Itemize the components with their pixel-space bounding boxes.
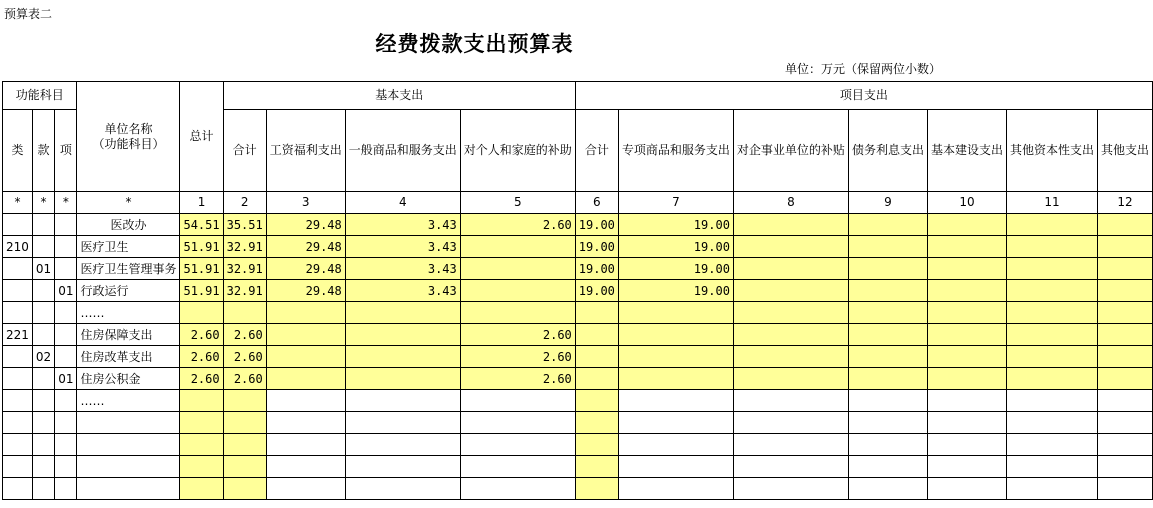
- cell-value: [618, 302, 733, 324]
- cell-value: [1097, 324, 1152, 346]
- cell-value: 19.00: [575, 236, 618, 258]
- header-project-col: 其他支出: [1097, 110, 1152, 192]
- index-mark: *: [32, 192, 54, 214]
- cell-value: [618, 412, 733, 434]
- cell-xiang: [55, 434, 77, 456]
- cell-value: [575, 390, 618, 412]
- cell-value: [345, 390, 460, 412]
- cell-value: [223, 390, 266, 412]
- cell-value: [927, 280, 1006, 302]
- cell-value: [733, 478, 848, 500]
- cell-value: [1006, 214, 1097, 236]
- cell-xiang: [55, 456, 77, 478]
- cell-value: [266, 390, 345, 412]
- cell-kuan: [32, 412, 54, 434]
- cell-value: [223, 302, 266, 324]
- cell-value: [575, 346, 618, 368]
- column-index: 10: [927, 192, 1006, 214]
- cell-value: [733, 302, 848, 324]
- cell-value: [733, 324, 848, 346]
- table-row: [3, 280, 1153, 302]
- cell-value: [733, 368, 848, 390]
- cell-value: [460, 280, 575, 302]
- cell-value: [848, 346, 927, 368]
- cell-value: [266, 456, 345, 478]
- cell-value: [848, 302, 927, 324]
- cell-value: [1006, 346, 1097, 368]
- cell-xiang: [55, 346, 77, 368]
- table-row: [3, 346, 1153, 368]
- cell-lei: 221: [3, 324, 33, 346]
- cell-value: [266, 346, 345, 368]
- header-basic-col: 一般商品和服务支出: [345, 110, 460, 192]
- cell-value: [848, 478, 927, 500]
- cell-value: [266, 412, 345, 434]
- header-project-expenditure: 项目支出: [575, 82, 1152, 110]
- cell-xiang: [55, 258, 77, 280]
- cell-unit-name: 医改办: [77, 214, 180, 236]
- cell-value: 2.60: [460, 368, 575, 390]
- cell-value: [848, 236, 927, 258]
- header-unit-name: [77, 82, 180, 192]
- header-project-col: 专项商品和服务支出: [618, 110, 733, 192]
- column-index: 11: [1006, 192, 1097, 214]
- cell-value: [618, 434, 733, 456]
- cell-value: 29.48: [266, 214, 345, 236]
- cell-value: [1097, 412, 1152, 434]
- cell-value: [180, 456, 223, 478]
- cell-value: [1097, 302, 1152, 324]
- header-basic-expenditure: 基本支出: [223, 82, 575, 110]
- cell-value: 2.60: [180, 324, 223, 346]
- cell-kuan: 01: [32, 258, 54, 280]
- cell-value: [460, 412, 575, 434]
- cell-value: 19.00: [575, 280, 618, 302]
- cell-value: [733, 258, 848, 280]
- cell-value: [618, 390, 733, 412]
- cell-unit-name: 住房改革支出: [77, 346, 180, 368]
- cell-value: [1097, 236, 1152, 258]
- cell-lei: [3, 258, 33, 280]
- cell-value: [927, 456, 1006, 478]
- cell-unit-name: [77, 434, 180, 456]
- column-index: 1: [180, 192, 223, 214]
- index-mark: *: [55, 192, 77, 214]
- cell-value: [733, 346, 848, 368]
- cell-value: [1006, 456, 1097, 478]
- cell-xiang: [55, 236, 77, 258]
- cell-kuan: [32, 368, 54, 390]
- cell-value: [1006, 390, 1097, 412]
- cell-value: [848, 390, 927, 412]
- cell-value: 32.91: [223, 236, 266, 258]
- cell-value: [460, 390, 575, 412]
- header-basic-col: 工资福利支出: [266, 110, 345, 192]
- cell-value: [848, 214, 927, 236]
- cell-value: [848, 368, 927, 390]
- unit-note: 单位：万元（保留两位小数）: [784, 62, 941, 76]
- table-row: [3, 434, 1153, 456]
- cell-value: [1097, 280, 1152, 302]
- cell-unit-name: [77, 456, 180, 478]
- cell-xiang: 01: [55, 368, 77, 390]
- cell-value: [180, 302, 223, 324]
- cell-value: 3.43: [345, 258, 460, 280]
- header-project-col: 合计: [575, 110, 618, 192]
- cell-value: [266, 434, 345, 456]
- cell-value: [266, 302, 345, 324]
- cell-kuan: [32, 280, 54, 302]
- cell-lei: [3, 412, 33, 434]
- header-basic-col: 合计: [223, 110, 266, 192]
- cell-value: 2.60: [460, 214, 575, 236]
- table-row: [3, 302, 1153, 324]
- column-index: 8: [733, 192, 848, 214]
- cell-value: [927, 412, 1006, 434]
- cell-value: [927, 390, 1006, 412]
- page-title: 经费拨款支出预算表: [375, 31, 574, 56]
- cell-lei: [3, 434, 33, 456]
- cell-value: [575, 368, 618, 390]
- cell-value: [618, 368, 733, 390]
- cell-value: [1006, 434, 1097, 456]
- cell-value: [1006, 236, 1097, 258]
- cell-value: [460, 434, 575, 456]
- cell-value: [266, 368, 345, 390]
- cell-value: [927, 214, 1006, 236]
- cell-value: [180, 434, 223, 456]
- cell-kuan: [32, 236, 54, 258]
- cell-value: [848, 412, 927, 434]
- cell-kuan: 02: [32, 346, 54, 368]
- cell-xiang: [55, 324, 77, 346]
- cell-value: [1097, 390, 1152, 412]
- cell-value: 54.51: [180, 214, 223, 236]
- cell-value: 51.91: [180, 280, 223, 302]
- cell-value: [1006, 280, 1097, 302]
- header-unit-name-line2: （功能科目）: [92, 136, 165, 151]
- cell-value: [848, 456, 927, 478]
- cell-value: 29.48: [266, 280, 345, 302]
- column-index: 7: [618, 192, 733, 214]
- header-project-col: 对企事业单位的补贴: [733, 110, 848, 192]
- cell-unit-name: 住房公积金: [77, 368, 180, 390]
- cell-value: [848, 258, 927, 280]
- cell-value: [223, 412, 266, 434]
- cell-value: [460, 236, 575, 258]
- cell-value: 19.00: [618, 280, 733, 302]
- header-lei: 类: [3, 110, 33, 192]
- column-index: 5: [460, 192, 575, 214]
- cell-value: [733, 390, 848, 412]
- cell-value: [1097, 258, 1152, 280]
- cell-value: [460, 478, 575, 500]
- cell-value: 19.00: [618, 258, 733, 280]
- header-project-col: 其他资本性支出: [1006, 110, 1097, 192]
- index-mark: *: [77, 192, 180, 214]
- column-index: 4: [345, 192, 460, 214]
- header-xiang: 项: [55, 110, 77, 192]
- cell-value: [927, 302, 1006, 324]
- cell-unit-name: 医疗卫生管理事务: [77, 258, 180, 280]
- cell-value: [345, 324, 460, 346]
- cell-value: [618, 346, 733, 368]
- cell-value: [1097, 346, 1152, 368]
- cell-value: [733, 214, 848, 236]
- table-row: [3, 214, 1153, 236]
- cell-value: [266, 324, 345, 346]
- cell-lei: [3, 456, 33, 478]
- cell-value: [1006, 478, 1097, 500]
- cell-value: 2.60: [223, 324, 266, 346]
- cell-value: [848, 324, 927, 346]
- cell-lei: [3, 280, 33, 302]
- cell-value: [927, 478, 1006, 500]
- cell-value: [733, 434, 848, 456]
- header-func-subject: 功能科目: [3, 82, 77, 110]
- cell-value: [345, 346, 460, 368]
- cell-value: [927, 324, 1006, 346]
- cell-value: 32.91: [223, 280, 266, 302]
- cell-xiang: [55, 478, 77, 500]
- cell-value: [927, 258, 1006, 280]
- cell-lei: [3, 478, 33, 500]
- cell-kuan: [32, 390, 54, 412]
- cell-value: [1097, 368, 1152, 390]
- cell-lei: [3, 390, 33, 412]
- table-row: [3, 412, 1153, 434]
- cell-value: [345, 456, 460, 478]
- column-index: 6: [575, 192, 618, 214]
- cell-value: [733, 456, 848, 478]
- cell-value: 29.48: [266, 258, 345, 280]
- cell-value: [733, 236, 848, 258]
- cell-unit-name: 住房保障支出: [77, 324, 180, 346]
- cell-value: [575, 324, 618, 346]
- cell-xiang: [55, 302, 77, 324]
- cell-unit-name: ……: [77, 390, 180, 412]
- cell-unit-name: ……: [77, 302, 180, 324]
- cell-value: 19.00: [575, 214, 618, 236]
- column-index: 2: [223, 192, 266, 214]
- cell-xiang: [55, 390, 77, 412]
- header-total: 总计: [180, 82, 223, 192]
- header-project-col: 债务利息支出: [848, 110, 927, 192]
- table-row: [3, 368, 1153, 390]
- cell-value: [1097, 456, 1152, 478]
- cell-value: [733, 280, 848, 302]
- cell-value: 3.43: [345, 280, 460, 302]
- cell-value: 51.91: [180, 236, 223, 258]
- header-unit-name-line1: 单位名称: [104, 121, 153, 136]
- cell-value: [460, 456, 575, 478]
- cell-value: [618, 456, 733, 478]
- cell-value: 2.60: [223, 368, 266, 390]
- cell-value: [1097, 214, 1152, 236]
- cell-value: [1006, 412, 1097, 434]
- column-index: 12: [1097, 192, 1152, 214]
- table-row: [3, 390, 1153, 412]
- cell-value: 3.43: [345, 236, 460, 258]
- table-number-label: 预算表二: [4, 7, 53, 21]
- cell-value: [1006, 258, 1097, 280]
- cell-value: [1097, 478, 1152, 500]
- cell-value: [345, 434, 460, 456]
- table-row: [3, 258, 1153, 280]
- cell-value: [345, 478, 460, 500]
- cell-unit-name: [77, 412, 180, 434]
- cell-value: 2.60: [180, 346, 223, 368]
- cell-kuan: [32, 214, 54, 236]
- cell-value: [618, 324, 733, 346]
- cell-unit-name: 医疗卫生: [77, 236, 180, 258]
- cell-value: [180, 478, 223, 500]
- cell-lei: [3, 214, 33, 236]
- cell-lei: [3, 346, 33, 368]
- cell-value: 29.48: [266, 236, 345, 258]
- cell-value: [1006, 368, 1097, 390]
- cell-value: 32.91: [223, 258, 266, 280]
- cell-kuan: [32, 302, 54, 324]
- cell-value: [223, 478, 266, 500]
- cell-value: [223, 456, 266, 478]
- cell-value: [618, 478, 733, 500]
- cell-xiang: 01: [55, 280, 77, 302]
- table-row: [3, 478, 1153, 500]
- cell-kuan: [32, 324, 54, 346]
- cell-xiang: [55, 412, 77, 434]
- table-row: [3, 456, 1153, 478]
- cell-unit-name: [77, 478, 180, 500]
- cell-value: 35.51: [223, 214, 266, 236]
- cell-xiang: [55, 214, 77, 236]
- cell-value: [848, 280, 927, 302]
- index-mark: *: [3, 192, 33, 214]
- cell-value: 19.00: [618, 236, 733, 258]
- cell-lei: [3, 368, 33, 390]
- cell-kuan: [32, 434, 54, 456]
- cell-value: [927, 434, 1006, 456]
- cell-value: 2.60: [223, 346, 266, 368]
- cell-value: 2.60: [460, 346, 575, 368]
- cell-kuan: [32, 456, 54, 478]
- column-index: 3: [266, 192, 345, 214]
- cell-value: [848, 434, 927, 456]
- cell-value: [575, 302, 618, 324]
- cell-value: 19.00: [618, 214, 733, 236]
- cell-lei: 210: [3, 236, 33, 258]
- cell-value: [460, 258, 575, 280]
- cell-value: [345, 368, 460, 390]
- cell-value: [460, 302, 575, 324]
- column-index: 9: [848, 192, 927, 214]
- header-project-col: 基本建设支出: [927, 110, 1006, 192]
- table-row: [3, 324, 1153, 346]
- cell-value: 3.43: [345, 214, 460, 236]
- cell-value: [266, 478, 345, 500]
- budget-table: [2, 81, 1153, 500]
- cell-value: [345, 302, 460, 324]
- cell-value: [180, 412, 223, 434]
- cell-value: [927, 346, 1006, 368]
- cell-value: [1097, 434, 1152, 456]
- cell-value: [1006, 324, 1097, 346]
- cell-value: [180, 390, 223, 412]
- header-basic-col: 对个人和家庭的补助: [460, 110, 575, 192]
- cell-value: [223, 434, 266, 456]
- cell-value: [927, 236, 1006, 258]
- cell-value: [575, 456, 618, 478]
- cell-value: [575, 412, 618, 434]
- cell-value: 2.60: [460, 324, 575, 346]
- cell-value: [575, 434, 618, 456]
- cell-value: [733, 412, 848, 434]
- table-row: [3, 236, 1153, 258]
- cell-value: 19.00: [575, 258, 618, 280]
- cell-value: [927, 368, 1006, 390]
- cell-unit-name: 行政运行: [77, 280, 180, 302]
- cell-value: [575, 478, 618, 500]
- cell-value: [1006, 302, 1097, 324]
- cell-kuan: [32, 478, 54, 500]
- cell-value: [345, 412, 460, 434]
- cell-lei: [3, 302, 33, 324]
- cell-value: 51.91: [180, 258, 223, 280]
- cell-value: 2.60: [180, 368, 223, 390]
- header-kuan: 款: [32, 110, 54, 192]
